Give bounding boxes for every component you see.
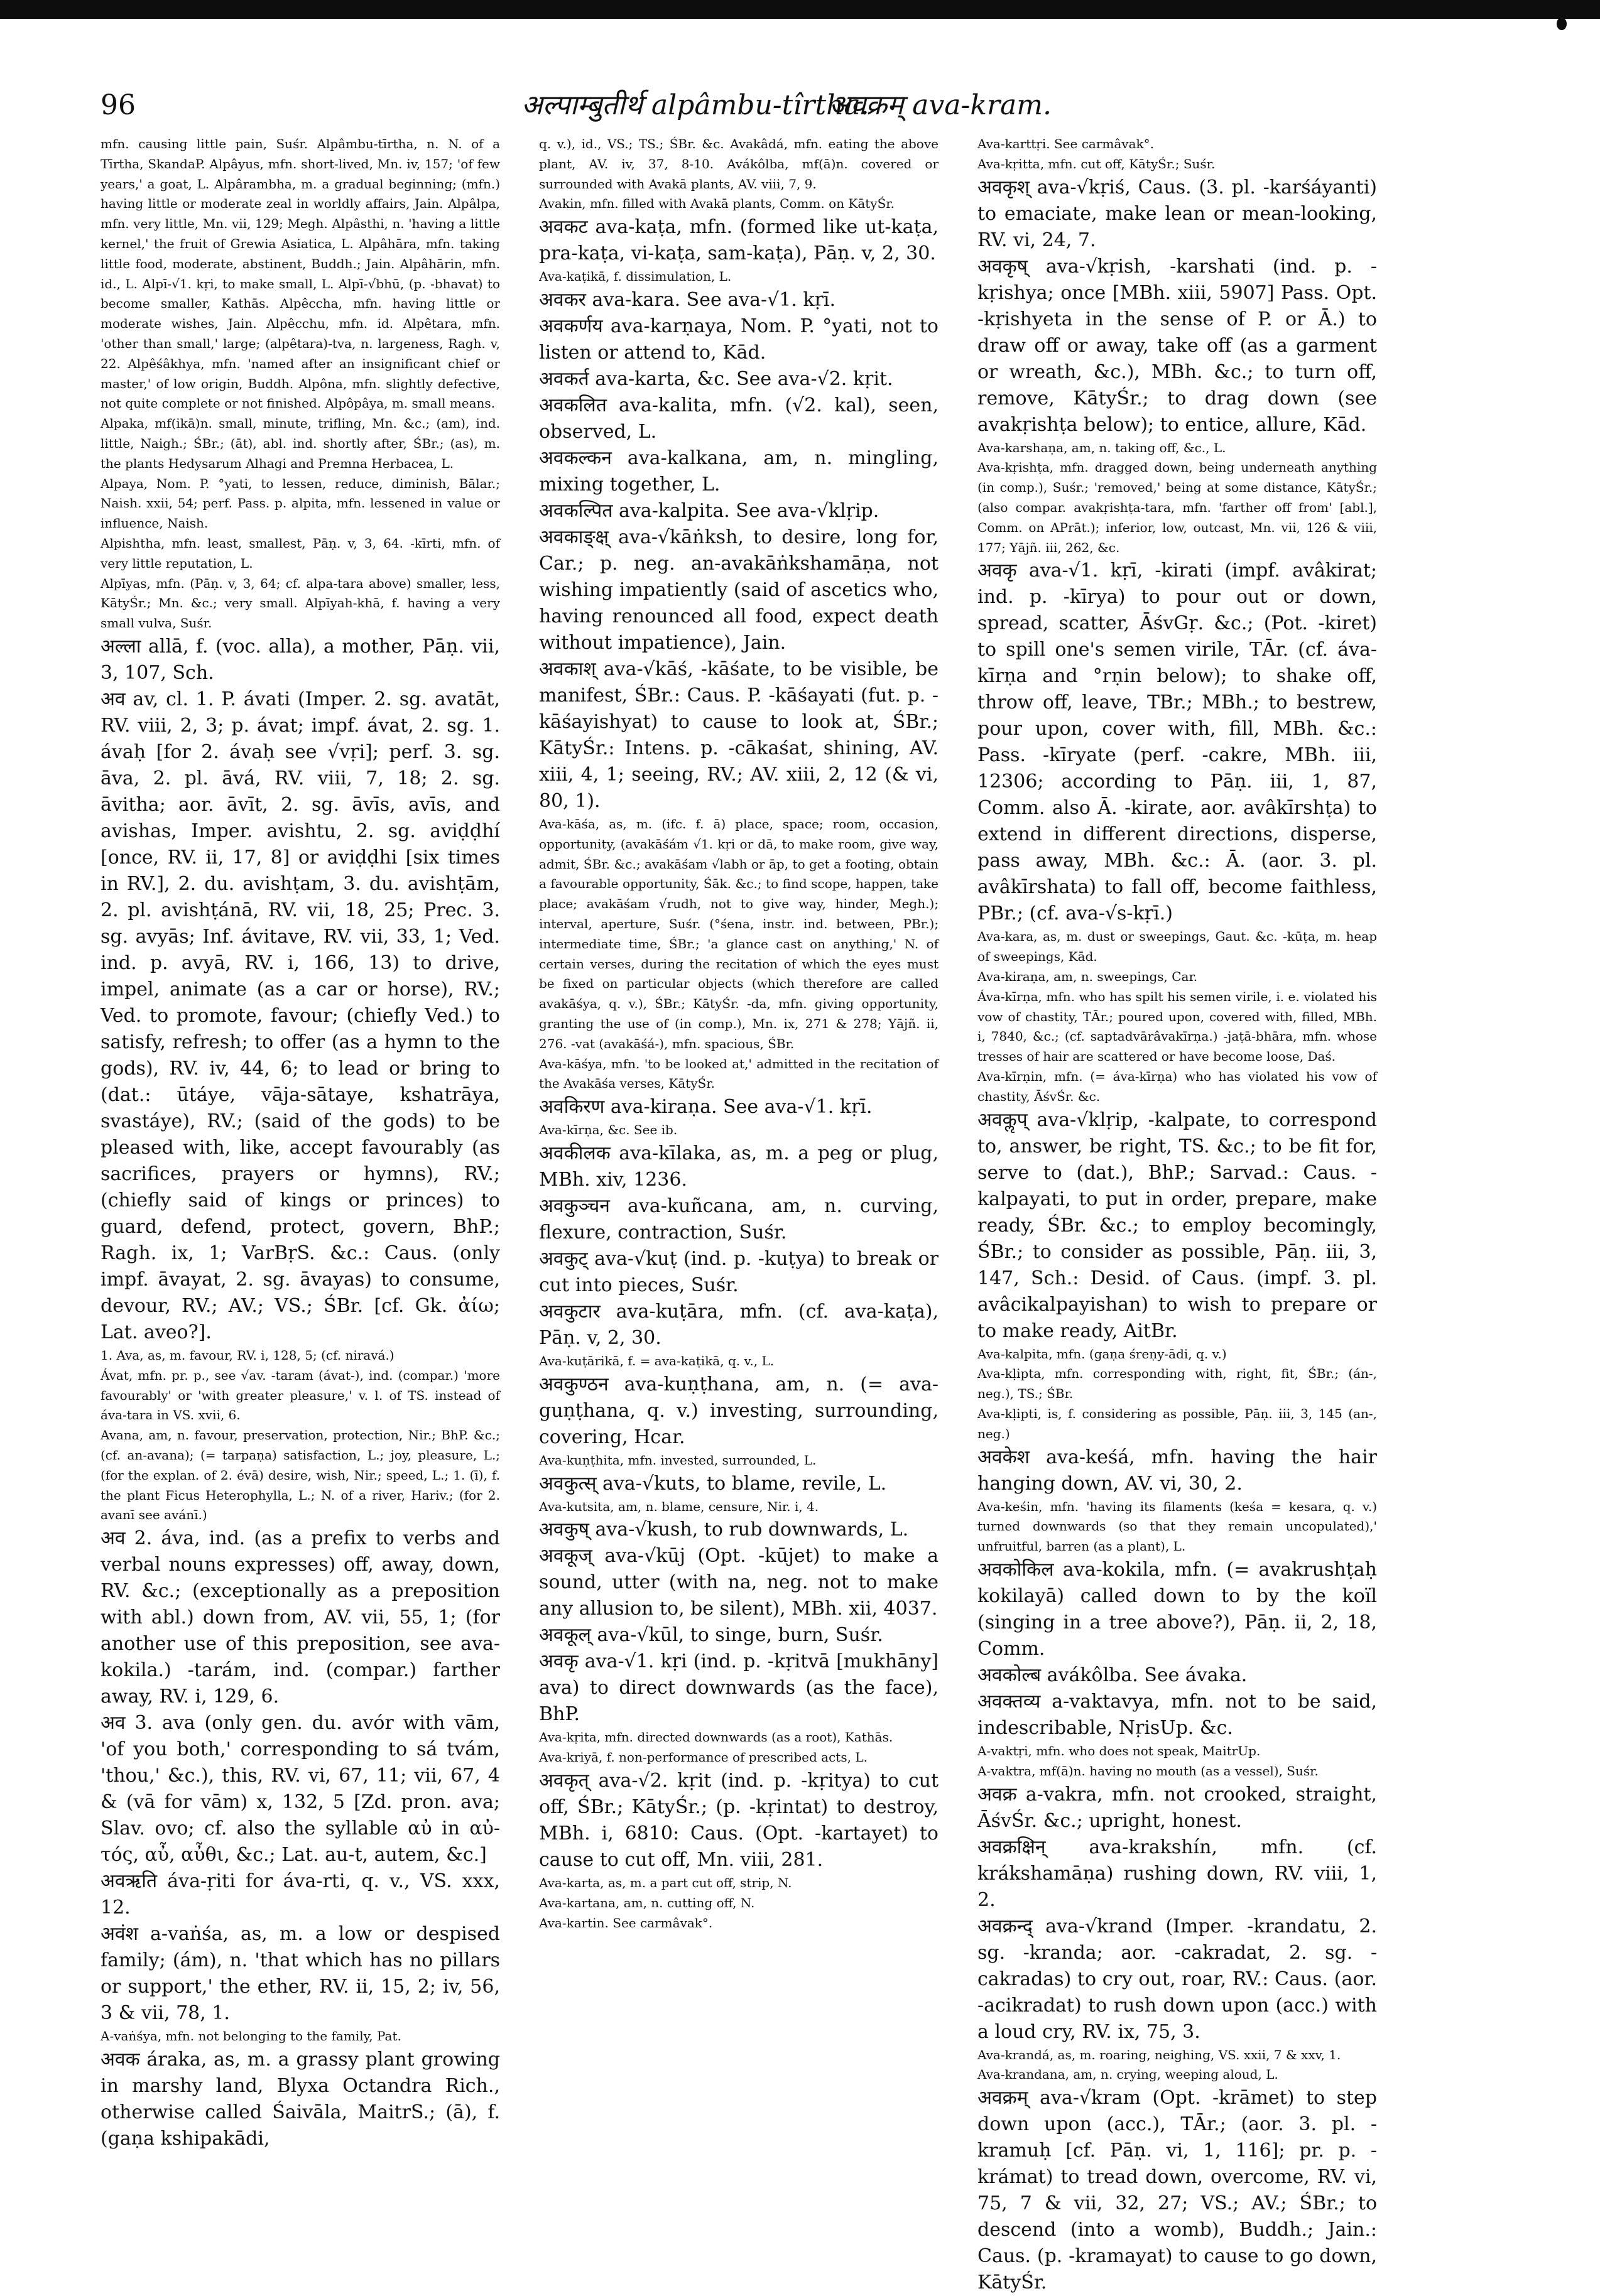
- dictionary-entry: Ava-kāśa, as, m. (ifc. f. ā) place, space; room, occasion, opportunity, (avakāśám √1. kṛi or dā, to make room, give way, admit, ŚBr. &c.; avakāśam √labh or āp, to get a footing, obtain a favourable opportunity, Śāk. &c.; to find scope, happen, take place; avakāśam √rudh, not to give way, hinder, Megh.); interval, aperture, Suśr. (°śena, instr. ind. between, PBr.); intermediate time, ŚBr.; 'a glance cast on anything,' N. of certain verses, during the recitation of which the eyes must be fixed on particular objects (which therefore are called avakāśya, q. v.), ŚBr.; KātyŚr. -da, mfn. giving opportunity, granting the use of (in comp.), Mn. ix, 271 & 278; Yājñ. ii, 276. -vat (avakāśá-), mfn. spacious, ŚBr.: [539, 816, 939, 1051]
- dictionary-entry: Ava-kīrṇa, &c. See ib.: [539, 1122, 678, 1138]
- dictionary-entry: Ava-kḷipta, mfn. corresponding with, right, fit, ŚBr.; (án-, neg.), TS.; ŚBr.: [977, 1366, 1377, 1402]
- dictionary-entry: Ava-kartin. See carmâvak°.: [539, 1915, 713, 1930]
- dictionary-entry: अवकूज् ava-√kūj (Opt. -kūjet) to make a sound, utter (with na, neg. not to make any allusion to, be silent), MBh. xii, 4037.: [539, 1545, 939, 1620]
- dictionary-entry: अवकोल्ब avákôlba. See ávaka.: [977, 1664, 1248, 1686]
- dictionary-entry: A-vaktra, mf(ā)n. having no mouth (as a vessel), Suśr.: [977, 1763, 1319, 1779]
- dictionary-entry: अव 3. ava (only gen. du. avór with vām, 'of you both,' corresponding to sá tvám, 'thou,' &c.), this, RV. vi, 67, 11; vii, 67, 4 & (vā for vām) x, 132, 5 [Zd. pron. ava; Slav. ovo; cf. also the syllable αὐ in αὐ-τός, αὖ, αὖθι, &c.; Lat. au-t, autem, &c.]: [101, 1712, 500, 1866]
- dictionary-entry: अवकट ava-kaṭa, mfn. (formed like ut-kaṭa, pra-kaṭa, vi-kaṭa, sam-kaṭa), Pāṇ. v, 2, 30.: [539, 216, 939, 265]
- dictionary-entry: अवकल्पित ava-kalpita. See ava-√klṛip.: [539, 499, 879, 522]
- dictionary-entry: Ava-kṛita, mfn. directed downwards (as a root), Kathās.: [539, 1730, 893, 1745]
- dictionary-entry: अवकोकिल ava-kokila, mfn. (= avakrushṭaḥ kokilayā) called down to by the koïl (singing in a tree above?), Pāṇ. ii, 2, 18, Comm.: [977, 1558, 1377, 1660]
- dictionary-entry: अवकलित ava-kalita, mfn. (√2. kal), seen, observed, L.: [539, 394, 939, 443]
- dictionary-entry: अवकर्त ava-karta, &c. See ava-√2. kṛit.: [539, 367, 893, 390]
- dictionary-entry: Ava-keśin, mfn. 'having its filaments (keśa = kesara, q. v.) turned downwards (so that they remain uncopulated),' unfruitful, barren (as a plant), L.: [977, 1498, 1377, 1554]
- dictionary-entry: अवक्रक्षिन् ava-krakshín, mfn. (cf. krákshamāṇa) rushing down, RV. viii, 1, 2.: [977, 1836, 1377, 1911]
- dictionary-entry: अवक्र a-vakra, mfn. not crooked, straight, ĀśvŚr. &c.; upright, honest.: [977, 1783, 1377, 1832]
- dictionary-column-1: [101, 134, 500, 2150]
- page-header: [82, 87, 1508, 132]
- dictionary-entry: Ava-kāśya, mfn. 'to be looked at,' admitted in the recitation of the Avakāśa verses, KātyŚr.: [539, 1056, 939, 1091]
- dictionary-entry: अवकाङ्क्ष् ava-√kāṅksh, to desire, long for, Car.; p. neg. an-avakāṅkshamāṇa, not wishing impatiently (said of ascetics who, having renounced all food, expect death without impatience), Jain.: [539, 526, 939, 654]
- dictionary-entry: A-vaktṛi, mfn. who does not speak, MaitrUp.: [977, 1743, 1261, 1758]
- dictionary-entry: Avakin, mfn. filled with Avakā plants, Comm. on KātyŚr.: [539, 196, 895, 212]
- dictionary-entry: अवकर्णय ava-karṇaya, Nom. P. °yati, not to listen or attend to, Kād.: [539, 315, 939, 364]
- dictionary-entry: अवकाश् ava-√kāś, -kāśate, to be visible, be manifest, ŚBr.: Caus. P. -kāśayati (fut. p. -kāśayishyat) to cause to look at, ŚBr.; KātyŚr.: Intens. p. -cākaśat, shining, AV. xiii, 4, 1; seeing, RV.; AV. xiii, 2, 12 (& vi, 80, 1).: [539, 658, 939, 812]
- dictionary-entry: अवऋति áva-ṛiti for áva-rti, q. v., VS. xxx, 12.: [101, 1870, 500, 1919]
- dictionary-entry: अवकुण्ठन ava-kuṇṭhana, am, n. (= ava-guṇṭhana, q. v.) investing, surrounding, covering, Hcar.: [539, 1373, 939, 1448]
- dictionary-entry: अवकृत् ava-√2. kṛit (ind. p. -kṛitya) to cut off, ŚBr.; KātyŚr.; (p. -kṛintat) to destroy, MBh. i, 6810: Caus. (Opt. -kartayet) to cause to cut off, Mn. viii, 281.: [539, 1769, 939, 1871]
- dictionary-entry: mfn. causing little pain, Suśr. Alpâmbu-tīrtha, n. N. of a Tīrtha, SkandaP. Alpâyus, mfn. short-lived, Mn. iv, 157; 'of few years,' a goat, L. Alpârambha, m. a gradual beginning; (mfn.) having little or moderate zeal in worldly affairs, Jain. Alpâlpa, mfn. very little, Mn. vii, 129; Megh. Alpâsthi, n. 'having a little kernel,' the fruit of Grewia Asiatica, L. Alpâhāra, mfn. taking little food, moderate, abstinent, Buddh.; Jain. Alpâhārin, mfn. id., L. Alpī-√1. kṛi, to make small, L. Alpī-√bhū, (p. -bhavat) to become smaller, Kathās. Alpêccha, mfn. having little or moderate wishes, Jain. Alpêcchu, mfn. id. Alpêtara, mfn. 'other than small,' large; (alpêtara)-tva, n. largeness, Ragh. v, 22. Alpêśâkhya, mfn. 'named after an insignificant chief or master,' of low origin, Buddh. Alpôna, mfn. slightly defective, not quite complete or not finished. Alpôpâya, m. small means.: [101, 136, 500, 411]
- dictionary-entry: अवक्रन्द् ava-√krand (Imper. -krandatu, 2. sg. -kranda; aor. -cakradat, 2. sg. -cakradas) to cry out, roar, RV.: Caus. (aor. -acikradat) to rush down upon (acc.) with a loud cry, RV. ix, 75, 3.: [977, 1915, 1377, 2043]
- dictionary-entry: अवकृश् ava-√kṛiś, Caus. (3. pl. -karśáyanti) to emaciate, make lean or mean-looking, RV. vi, 24, 7.: [977, 176, 1377, 251]
- dictionary-entry: Alpaka, mf(ikā)n. small, minute, trifling, Mn. &c.; (am), ind. little, Naigh.; ŚBr.; (āt), abl. ind. shortly after, ŚBr.; (as), m. the plants Hedysarum Alhagi and Premna Herbacea, L.: [101, 416, 500, 471]
- dictionary-entry: अवकुटार ava-kuṭāra, mfn. (cf. ava-kaṭa), Pāṇ. v, 2, 30.: [539, 1300, 939, 1349]
- dictionary-entry: Ava-kīrṇin, mfn. (= áva-kīrṇa) who has violated his vow of chastity, ĀśvŚr. &c.: [977, 1068, 1377, 1104]
- dictionary-entry: अवंश a-vaṅśa, as, m. a low or despised family; (ám), n. 'that which has no pillars or support,' the ether, RV. ii, 15, 2; iv, 56, 3 & vii, 78, 1.: [101, 1923, 500, 2025]
- dictionary-column-3: [977, 134, 1377, 2294]
- dictionary-entry: अवकीलक ava-kīlaka, as, m. a peg or plug, MBh. xiv, 1236.: [539, 1142, 939, 1191]
- dictionary-entry: 1. Ava, as, m. favour, RV. i, 128, 5; (cf. niravá.): [101, 1347, 395, 1363]
- dictionary-entry: Avana, am, n. favour, preservation, protection, Nir.; BhP. &c.; (cf. an-avana); (= tarpaṇa) satisfaction, L.; joy, pleasure, L.; (for the explan. of 2. évā) desire, wish, Nir.; speed, L.; 1. (ī), f. the plant Ficus Heterophylla, L.; N. of a river, Hariv.; (for 2. avanī see avánī.): [101, 1427, 500, 1523]
- top-edge-bar: [0, 0, 1600, 19]
- dictionary-entry: अवकुट् ava-√kuṭ (ind. p. -kuṭya) to break or cut into pieces, Suśr.: [539, 1247, 939, 1296]
- dictionary-entry: अव av, cl. 1. P. ávati (Imper. 2. sg. avatāt, RV. viii, 2, 3; p. ávat; impf. ávat, 2. sg. 1. ávaḥ [for 2. ávaḥ see √vṛi]; perf. 3. sg. āva, 2. pl. āvá, RV. viii, 7, 18; 2. sg. āvitha; aor. āvīt, 2. sg. āvīs, avīs, and avishas, Imper. avishtu, 2. sg. aviḍḍhí [once, RV. ii, 17, 8] or aviḍḍhi [six times in RV.], 2. du. avishṭam, 3. du. avishṭām, 2. pl. avishṭánā, RV. vii, 18, 25; Prec. 3. sg. avyās; Inf. ávitave, RV. vii, 33, 1; Ved. ind. p. avyā, RV. i, 166, 13) to drive, impel, animate (as a car or horse), RV.; Ved. to promote, favour; (chiefly Ved.) to satisfy, refresh; to offer (as a hymn to the gods), RV. iv, 44, 6; to lead or bring to (dat.: ūtáye, vāja-sātaye, kshatrāya, svastáye), RV.; (said of the gods) to be pleased with, like, accept favourably (as sacrifices, prayers or hymns), RV.; (chiefly said of kings or princes) to guard, defend, protect, govern, BhP.; Ragh. ix, 1; VarBṛS. &c.: Caus. (only impf. āvayat, 2. sg. āvayas) to consume, devour, RV.; AV.; VS.; ŚBr. [cf. Gk. ἀίω; Lat. aveo?].: [101, 688, 500, 1343]
- dictionary-entry: अवकुत्स् ava-√kuts, to blame, revile, L.: [539, 1472, 887, 1495]
- dictionary-entry: अवकुष् ava-√kush, to rub downwards, L.: [539, 1519, 909, 1541]
- dictionary-entry: अवकृ ava-√1. kṛī, -kirati (impf. avâkirat; ind. p. -kīrya) to pour out or down, spread, scatter, ĀśvGṛ. &c.; (Pot. -kiret) to spill one's semen virile, TĀr. (cf. áva-kīrṇa and °rṇin below); to shake off, throw off, leave, TBr.; MBh.; to bestrew, pour upon, cover with, fill, MBh. &c.: Pass. -kīryate (perf. -cakre, MBh. iii, 12306; according to Pāṇ. iii, 1, 87, Comm. also Ā. -kirate, aor. avâkīrshṭa) to extend in different directions, disperse, pass away, MBh. &c.: Ā. (aor. 3. pl. avâkīrshata) to fall off, become faithless, PBr.; (cf. ava-√s-kṛī.): [977, 560, 1377, 925]
- dictionary-entry: अवक áraka, as, m. a grassy plant growing in marshy land, Blyxa Octandra Rich., otherwise called Śaivāla, MaitrS.; (ā), f. (gaṇa kshipakādi,: [101, 2048, 500, 2150]
- dictionary-entry: अवकेश ava-keśá, mfn. having the hair hanging down, AV. vi, 30, 2.: [977, 1446, 1377, 1495]
- dictionary-entry: अव 2. áva, ind. (as a prefix to verbs and verbal nouns expresses) off, away, down, RV. &c.; (exceptionally as a preposition with abl.) down from, AV. vii, 55, 1; (for another use of this preposition, see ava-kokila.) -tarám, ind. (compar.) farther away, RV. i, 129, 6.: [101, 1527, 500, 1708]
- dictionary-entry: q. v.), id., VS.; TS.; ŚBr. &c. Avakâdá, mfn. eating the above plant, AV. iv, 37, 8-10. Avákôlba, mf(ā)n. covered or surrounded with Avakā plants, AV. viii, 7, 9.: [539, 136, 939, 192]
- dictionary-entry: Ávat, mfn. pr. p., see √av. -taram (ávat-), ind. (compar.) 'more favourably' or 'with greater pleasure,' v. l. of TS. instead of áva-tara in VS. xvii, 6.: [101, 1367, 500, 1423]
- dictionary-entry: Ava-kara, as, m. dust or sweepings, Gaut. &c. -kūṭa, m. heap of sweepings, Kād.: [977, 929, 1377, 965]
- dictionary-entry: Alpaya, Nom. P. °yati, to lessen, reduce, diminish, Bālar.; Naish. xxii, 54; perf. Pass. p. alpita, mfn. lessened in value or influence, Naish.: [101, 475, 500, 531]
- dictionary-entry: Ava-kuṇṭhita, mfn. invested, surrounded, L.: [539, 1452, 817, 1468]
- corner-ink-mark: [1557, 18, 1567, 30]
- dictionary-entry: Ava-krandá, as, m. roaring, neighing, VS. xxii, 7 & xxv, 1.: [977, 2047, 1341, 2062]
- dictionary-entry: Ava-karta, as, m. a part cut off, strip, N.: [539, 1875, 792, 1890]
- dictionary-entry: अवक्तव्य a-vaktavya, mfn. not to be said, indescribable, NṛisUp. &c.: [977, 1690, 1377, 1739]
- dictionary-entry: Ava-kṛishṭa, mfn. dragged down, being underneath anything (in comp.), Suśr.; 'removed,' being at some distance, KātyŚr.; (also compar. avakṛishṭa-tara, mfn. 'farther off from' [abl.], Comm. on APrāt.); inferior, low, outcast, Mn. vii, 126 & viii, 177; Yājñ. iii, 262, &c.: [977, 460, 1377, 555]
- dictionary-entry: Ava-karshaṇa, am, n. taking off, &c., L.: [977, 440, 1226, 455]
- dictionary-entry: Ava-kuṭārikā, f. = ava-kaṭikā, q. v., L.: [539, 1353, 775, 1368]
- dictionary-entry: Ava-karttṛi. See carmâvak°.: [977, 136, 1154, 151]
- dictionary-entry: अवकुञ्चन ava-kuñcana, am, n. curving, flexure, contraction, Suśr.: [539, 1194, 939, 1243]
- dictionary-entry: Alpishtha, mfn. least, smallest, Pāṇ. v, 3, 64. -kīrti, mfn. of very little reputation, L.: [101, 535, 500, 571]
- dictionary-entry: अवकृ ava-√1. kṛi (ind. p. -kṛitvā [mukhāny] ava) to direct downwards (as the face), BhP.: [539, 1650, 939, 1726]
- dictionary-entry: Ava-kaṭikā, f. dissimulation, L.: [539, 269, 732, 284]
- dictionary-entry: अवकर ava-kara. See ava-√1. kṛī.: [539, 288, 836, 311]
- dictionary-entry: अवकल्कन ava-kalkana, am, n. mingling, mixing together, L.: [539, 447, 939, 495]
- running-head-right: अवक्रम् ava-kram.: [829, 89, 1052, 121]
- dictionary-entry: A-vaṅśya, mfn. not belonging to the family, Pat.: [101, 2028, 401, 2044]
- dictionary-entry: अवक्रम् ava-√kram (Opt. -krāmet) to step down upon (acc.), TĀr.; (aor. 3. pl. -kramuḥ [cf. Pāṇ. vi, 1, 116]; pr. p. -krámat) to tread down, overcome, RV. vi, 75, 7 & vii, 32, 27; VS.; AV.; ŚBr.; to descend (into a womb), Buddh.; Jain.: Caus. (p. -kramayat) to cause to go down, KātyŚr.: [977, 2087, 1377, 2294]
- dictionary-entry: Ava-kartana, am, n. cutting off, N.: [539, 1895, 755, 1910]
- page-number: 96: [101, 89, 136, 121]
- dictionary-entry: Ava-kṛitta, mfn. cut off, KātyŚr.; Suśr.: [977, 156, 1216, 171]
- dictionary-entry: Ava-krandana, am, n. crying, weeping aloud, L.: [977, 2067, 1278, 2082]
- dictionary-entry: अवकॢप् ava-√klṛip, -kalpate, to correspond to, answer, be right, TS. &c.; to be fit for, serve to (dat.), BhP.; Sarvad.: Caus. -kalpayati, to put in order, prepare, make ready, ŚBr. &c.; to employ becomingly, ŚBr.; to consider as possible, Pāṇ. iii, 3, 147, Sch.: Desid. of Caus. (impf. 3. pl. avâcikalpayishan) to wish to prepare or to make ready, AitBr.: [977, 1108, 1377, 1342]
- dictionary-entry: अल्ला allā, f. (voc. alla), a mother, Pāṇ. vii, 3, 107, Sch.: [101, 635, 500, 684]
- dictionary-entry: अवकूल् ava-√kūl, to singe, burn, Suśr.: [539, 1624, 883, 1647]
- dictionary-entry: Alpīyas, mfn. (Pāṇ. v, 3, 64; cf. alpa-tara above) smaller, less, KātyŚr.; Mn. &c.; very small. Alpīyah-khā, f. having a very small vulva, Suśr.: [101, 575, 500, 631]
- dictionary-entry: Ava-kiraṇa, am, n. sweepings, Car.: [977, 968, 1198, 984]
- dictionary-entry: Ava-kriyā, f. non-performance of prescribed acts, L.: [539, 1750, 868, 1765]
- dictionary-entry: Ava-kutsita, am, n. blame, censure, Nir. i, 4.: [539, 1498, 819, 1514]
- running-head-left: अल्पाम्बुतीर्थ alpâmbu-tîrtha.: [521, 89, 869, 121]
- dictionary-entry: अवकिरण ava-kiraṇa. See ava-√1. kṛī.: [539, 1096, 873, 1118]
- dictionary-entry: Ava-kḷipti, is, f. considering as possible, Pāṇ. iii, 3, 145 (an-, neg.): [977, 1405, 1377, 1441]
- dictionary-entry: अवकृष् ava-√kṛish, -karshati (ind. p. -kṛishya; once [MBh. xiii, 5907] Pass. Opt. -kṛishyeta in the sense of P. or Ā.) to draw off or away, take off (as a garment or wreath, &c.), MBh. &c.; to turn off, remove, KātyŚr.; to drag down (see avakṛishṭa below); to entice, allure, Kād.: [977, 255, 1377, 436]
- dictionary-entry: Ava-kalpita, mfn. (gaṇa śreṇy-ādi, q. v.): [977, 1346, 1227, 1362]
- dictionary-entry: Áva-kīrṇa, mfn. who has spilt his semen virile, i. e. violated his vow of chastity, TĀr.; poured upon, covered with, filled, MBh. i, 7840, &c.; (cf. saptadvārâvakīrṇa.) -jaṭā-bhāra, mfn. whose tresses of hair are scattered or have become loose, Daś.: [977, 988, 1377, 1064]
- dictionary-column-2: [539, 134, 939, 2056]
